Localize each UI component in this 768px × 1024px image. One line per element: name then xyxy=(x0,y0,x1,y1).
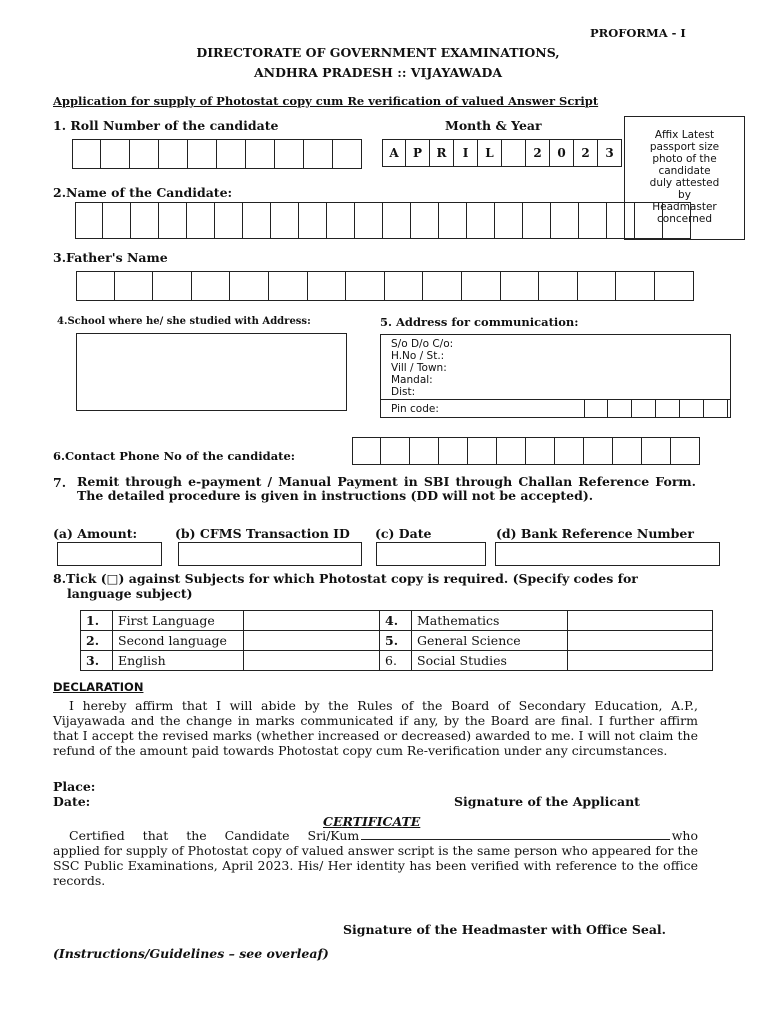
roll-cell[interactable] xyxy=(159,139,188,169)
pincode-cell[interactable] xyxy=(680,399,704,418)
photo-box-text: Headmaster xyxy=(652,201,717,213)
name-cell[interactable] xyxy=(579,202,607,239)
roll-cell[interactable] xyxy=(304,139,333,169)
father-name-boxes[interactable] xyxy=(76,271,694,301)
father-name-cell[interactable] xyxy=(423,271,462,301)
phone-boxes[interactable] xyxy=(352,437,700,465)
father-name-cell[interactable] xyxy=(501,271,540,301)
certificate-who: who xyxy=(671,828,698,843)
address-line-relation: S/o D/o C/o: xyxy=(391,338,454,350)
pincode-cell[interactable] xyxy=(584,399,608,418)
amount-field[interactable] xyxy=(57,542,162,566)
roll-cell[interactable] xyxy=(246,139,275,169)
name-cell[interactable] xyxy=(383,202,411,239)
date-field[interactable] xyxy=(376,542,486,566)
father-name-cell[interactable] xyxy=(346,271,385,301)
name-cell[interactable] xyxy=(551,202,579,239)
father-name-cell[interactable] xyxy=(578,271,617,301)
subject-tick-cell[interactable] xyxy=(244,611,380,631)
name-cell[interactable] xyxy=(187,202,215,239)
name-cell[interactable] xyxy=(327,202,355,239)
month-year-cell: 3 xyxy=(598,139,622,167)
photo-box-text: photo of the xyxy=(652,153,717,165)
applicant-signature-label: Signature of the Applicant xyxy=(454,794,640,809)
subject-name: Social Studies xyxy=(412,651,568,671)
name-cell[interactable] xyxy=(607,202,635,239)
month-year-cell: P xyxy=(406,139,430,167)
roll-cell[interactable] xyxy=(217,139,246,169)
remit-instructions: Remit through e-payment / Manual Payment in SBI through Challan Reference Form. The detailed procedure is given in instructions (DD will not be accepted). xyxy=(77,474,696,503)
place-label: Place: xyxy=(53,779,96,794)
name-cell[interactable] xyxy=(271,202,299,239)
name-cell[interactable] xyxy=(131,202,159,239)
phone-cell[interactable] xyxy=(439,437,468,465)
month-year-cell: 0 xyxy=(550,139,574,167)
phone-cell[interactable] xyxy=(613,437,642,465)
father-name-cell[interactable] xyxy=(655,271,694,301)
name-cell[interactable] xyxy=(243,202,271,239)
roll-cell[interactable] xyxy=(72,139,101,169)
roll-cell[interactable] xyxy=(101,139,130,169)
proforma-label: PROFORMA - I xyxy=(590,26,686,40)
school-label: 4.School where he/ she studied with Address: xyxy=(57,316,311,327)
table-row xyxy=(81,631,713,651)
certificate-text: applied for supply of Photostat copy of valued answer script is the same person who appeared for the SSC Public Examinations, April 2023. His/ Her identity has been verified with reference to the office records. xyxy=(53,843,698,888)
month-year-cell: A xyxy=(382,139,406,167)
month-year-boxes[interactable] xyxy=(382,139,622,167)
father-name-cell[interactable] xyxy=(153,271,192,301)
address-label: 5. Address for communication: xyxy=(380,315,579,329)
name-cell[interactable] xyxy=(355,202,383,239)
tick-instruction-line2: language subject) xyxy=(67,586,193,601)
subject-name: English xyxy=(113,651,244,671)
father-name-cell[interactable] xyxy=(269,271,308,301)
subject-number: 2. xyxy=(81,631,113,651)
headmaster-signature-label: Signature of the Headmaster with Office Seal. xyxy=(343,922,667,937)
phone-cell[interactable] xyxy=(497,437,526,465)
phone-cell[interactable] xyxy=(555,437,584,465)
phone-label: 6.Contact Phone No of the candidate: xyxy=(53,449,296,463)
certificate-title: CERTIFICATE xyxy=(323,814,421,829)
father-name-label: 3.Father's Name xyxy=(53,250,168,265)
father-name-cell[interactable] xyxy=(115,271,154,301)
name-cell[interactable] xyxy=(215,202,243,239)
photo-box-text: Affix Latest xyxy=(654,129,715,141)
pincode-row xyxy=(381,399,730,418)
school-address-box[interactable] xyxy=(76,333,347,411)
subject-tick-cell[interactable] xyxy=(568,631,713,651)
photo-box-text: by xyxy=(678,189,691,201)
subject-name: Second language xyxy=(113,631,244,651)
phone-cell[interactable] xyxy=(526,437,555,465)
month-year-cell: 2 xyxy=(526,139,550,167)
subject-tick-cell[interactable] xyxy=(244,651,380,671)
roll-cell[interactable] xyxy=(130,139,159,169)
name-cell[interactable] xyxy=(299,202,327,239)
subject-number: 3. xyxy=(81,651,113,671)
certificate-body xyxy=(53,828,698,888)
month-year-cell: L xyxy=(478,139,502,167)
address-line-village: Vill / Town: xyxy=(391,362,447,374)
roll-number-label: 1. Roll Number of the candidate xyxy=(53,118,279,133)
amount-label: (a) Amount: xyxy=(53,526,138,541)
father-name-cell[interactable] xyxy=(385,271,424,301)
name-cell[interactable] xyxy=(663,202,691,239)
father-name-cell[interactable] xyxy=(539,271,578,301)
father-name-cell[interactable] xyxy=(230,271,269,301)
month-year-cell: 2 xyxy=(574,139,598,167)
father-name-cell[interactable] xyxy=(192,271,231,301)
declaration-text: I hereby affirm that I will abide by the Rules of the Board of Secondary Education, A.P., Vijayawada and the change in marks communicated if any, by the Board are final. I further affirm that I accept the revised marks (whether increased or decreased) awarded to me. I will not claim the refund of the amount paid towards Photostat copy cum Re-verification under any circumstances. xyxy=(53,698,698,758)
photo-box-text: candidate xyxy=(658,165,711,177)
table-row xyxy=(81,611,713,631)
father-name-cell[interactable] xyxy=(462,271,501,301)
phone-cell[interactable] xyxy=(352,437,381,465)
form-subtitle: Application for supply of Photostat copy cum Re verification of valued Answer Script xyxy=(53,94,599,108)
name-cell[interactable] xyxy=(495,202,523,239)
name-cell[interactable] xyxy=(411,202,439,239)
cfms-field[interactable] xyxy=(178,542,362,566)
name-cell[interactable] xyxy=(439,202,467,239)
photo-box-text: duly attested xyxy=(649,177,720,189)
bank-reference-field[interactable] xyxy=(495,542,720,566)
month-year-cell xyxy=(502,139,526,167)
name-cell[interactable] xyxy=(103,202,131,239)
father-name-cell[interactable] xyxy=(76,271,115,301)
name-cell[interactable] xyxy=(159,202,187,239)
phone-cell[interactable] xyxy=(381,437,410,465)
name-cell[interactable] xyxy=(75,202,103,239)
pincode-boxes[interactable] xyxy=(584,399,728,418)
subject-number: 1. xyxy=(81,611,113,631)
subject-number: 4. xyxy=(380,611,412,631)
header-line1: DIRECTORATE OF GOVERNMENT EXAMINATIONS, xyxy=(196,45,560,60)
candidate-name-blank[interactable] xyxy=(361,828,669,840)
subjects-table xyxy=(80,610,713,671)
phone-cell[interactable] xyxy=(642,437,671,465)
pincode-cell[interactable] xyxy=(656,399,680,418)
subject-number: 6. xyxy=(380,651,412,671)
subject-name: Mathematics xyxy=(412,611,568,631)
cfms-label: (b) CFMS Transaction ID xyxy=(175,526,350,541)
table-row xyxy=(81,651,713,671)
address-box[interactable] xyxy=(380,334,731,418)
pincode-cell[interactable] xyxy=(704,399,728,418)
month-year-label: Month & Year xyxy=(445,118,542,133)
subject-tick-cell[interactable] xyxy=(568,611,713,631)
roll-cell[interactable] xyxy=(275,139,304,169)
photo-box-text: concerned xyxy=(657,213,712,225)
roll-cell[interactable] xyxy=(188,139,217,169)
photo-box-text: passport size xyxy=(649,141,720,153)
phone-cell[interactable] xyxy=(410,437,439,465)
roll-cell[interactable] xyxy=(333,139,362,169)
phone-cell[interactable] xyxy=(671,437,700,465)
subject-name: First Language xyxy=(113,611,244,631)
month-year-cell: I xyxy=(454,139,478,167)
certificate-first-line xyxy=(53,828,698,843)
candidate-name-boxes[interactable] xyxy=(75,202,691,239)
father-name-cell[interactable] xyxy=(616,271,655,301)
candidate-name-label: 2.Name of the Candidate: xyxy=(53,185,233,200)
footer-instructions: (Instructions/Guidelines – see overleaf) xyxy=(53,946,329,961)
name-cell[interactable] xyxy=(467,202,495,239)
pincode-cell[interactable] xyxy=(632,399,656,418)
bank-reference-label: (d) Bank Reference Number xyxy=(496,526,694,541)
address-line-district: Dist: xyxy=(391,386,416,398)
declaration-title: DECLARATION xyxy=(53,680,144,694)
father-name-cell[interactable] xyxy=(308,271,347,301)
tick-instruction-line1: 8.Tick (□) against Subjects for which Photostat copy is required. (Specify codes for xyxy=(53,571,638,586)
subject-name: General Science xyxy=(412,631,568,651)
certificate-lead: Certified that the Candidate Sri/Kum xyxy=(69,828,360,843)
subject-number: 5. xyxy=(380,631,412,651)
name-cell[interactable] xyxy=(523,202,551,239)
pincode-cell[interactable] xyxy=(608,399,632,418)
roll-number-boxes[interactable] xyxy=(72,139,362,169)
header-line2: ANDHRA PRADESH :: VIJAYAWADA xyxy=(253,65,503,80)
phone-cell[interactable] xyxy=(584,437,613,465)
subject-tick-cell[interactable] xyxy=(244,631,380,651)
pincode-label: Pin code: xyxy=(391,403,439,415)
month-year-cell: R xyxy=(430,139,454,167)
date-line-label: Date: xyxy=(53,794,91,809)
subject-tick-cell[interactable] xyxy=(568,651,713,671)
address-line-mandal: Mandal: xyxy=(391,374,433,386)
remit-number: 7. xyxy=(53,475,67,490)
name-cell[interactable] xyxy=(635,202,663,239)
address-line-house: H.No / St.: xyxy=(391,350,445,362)
date-label: (c) Date xyxy=(375,526,432,541)
phone-cell[interactable] xyxy=(468,437,497,465)
